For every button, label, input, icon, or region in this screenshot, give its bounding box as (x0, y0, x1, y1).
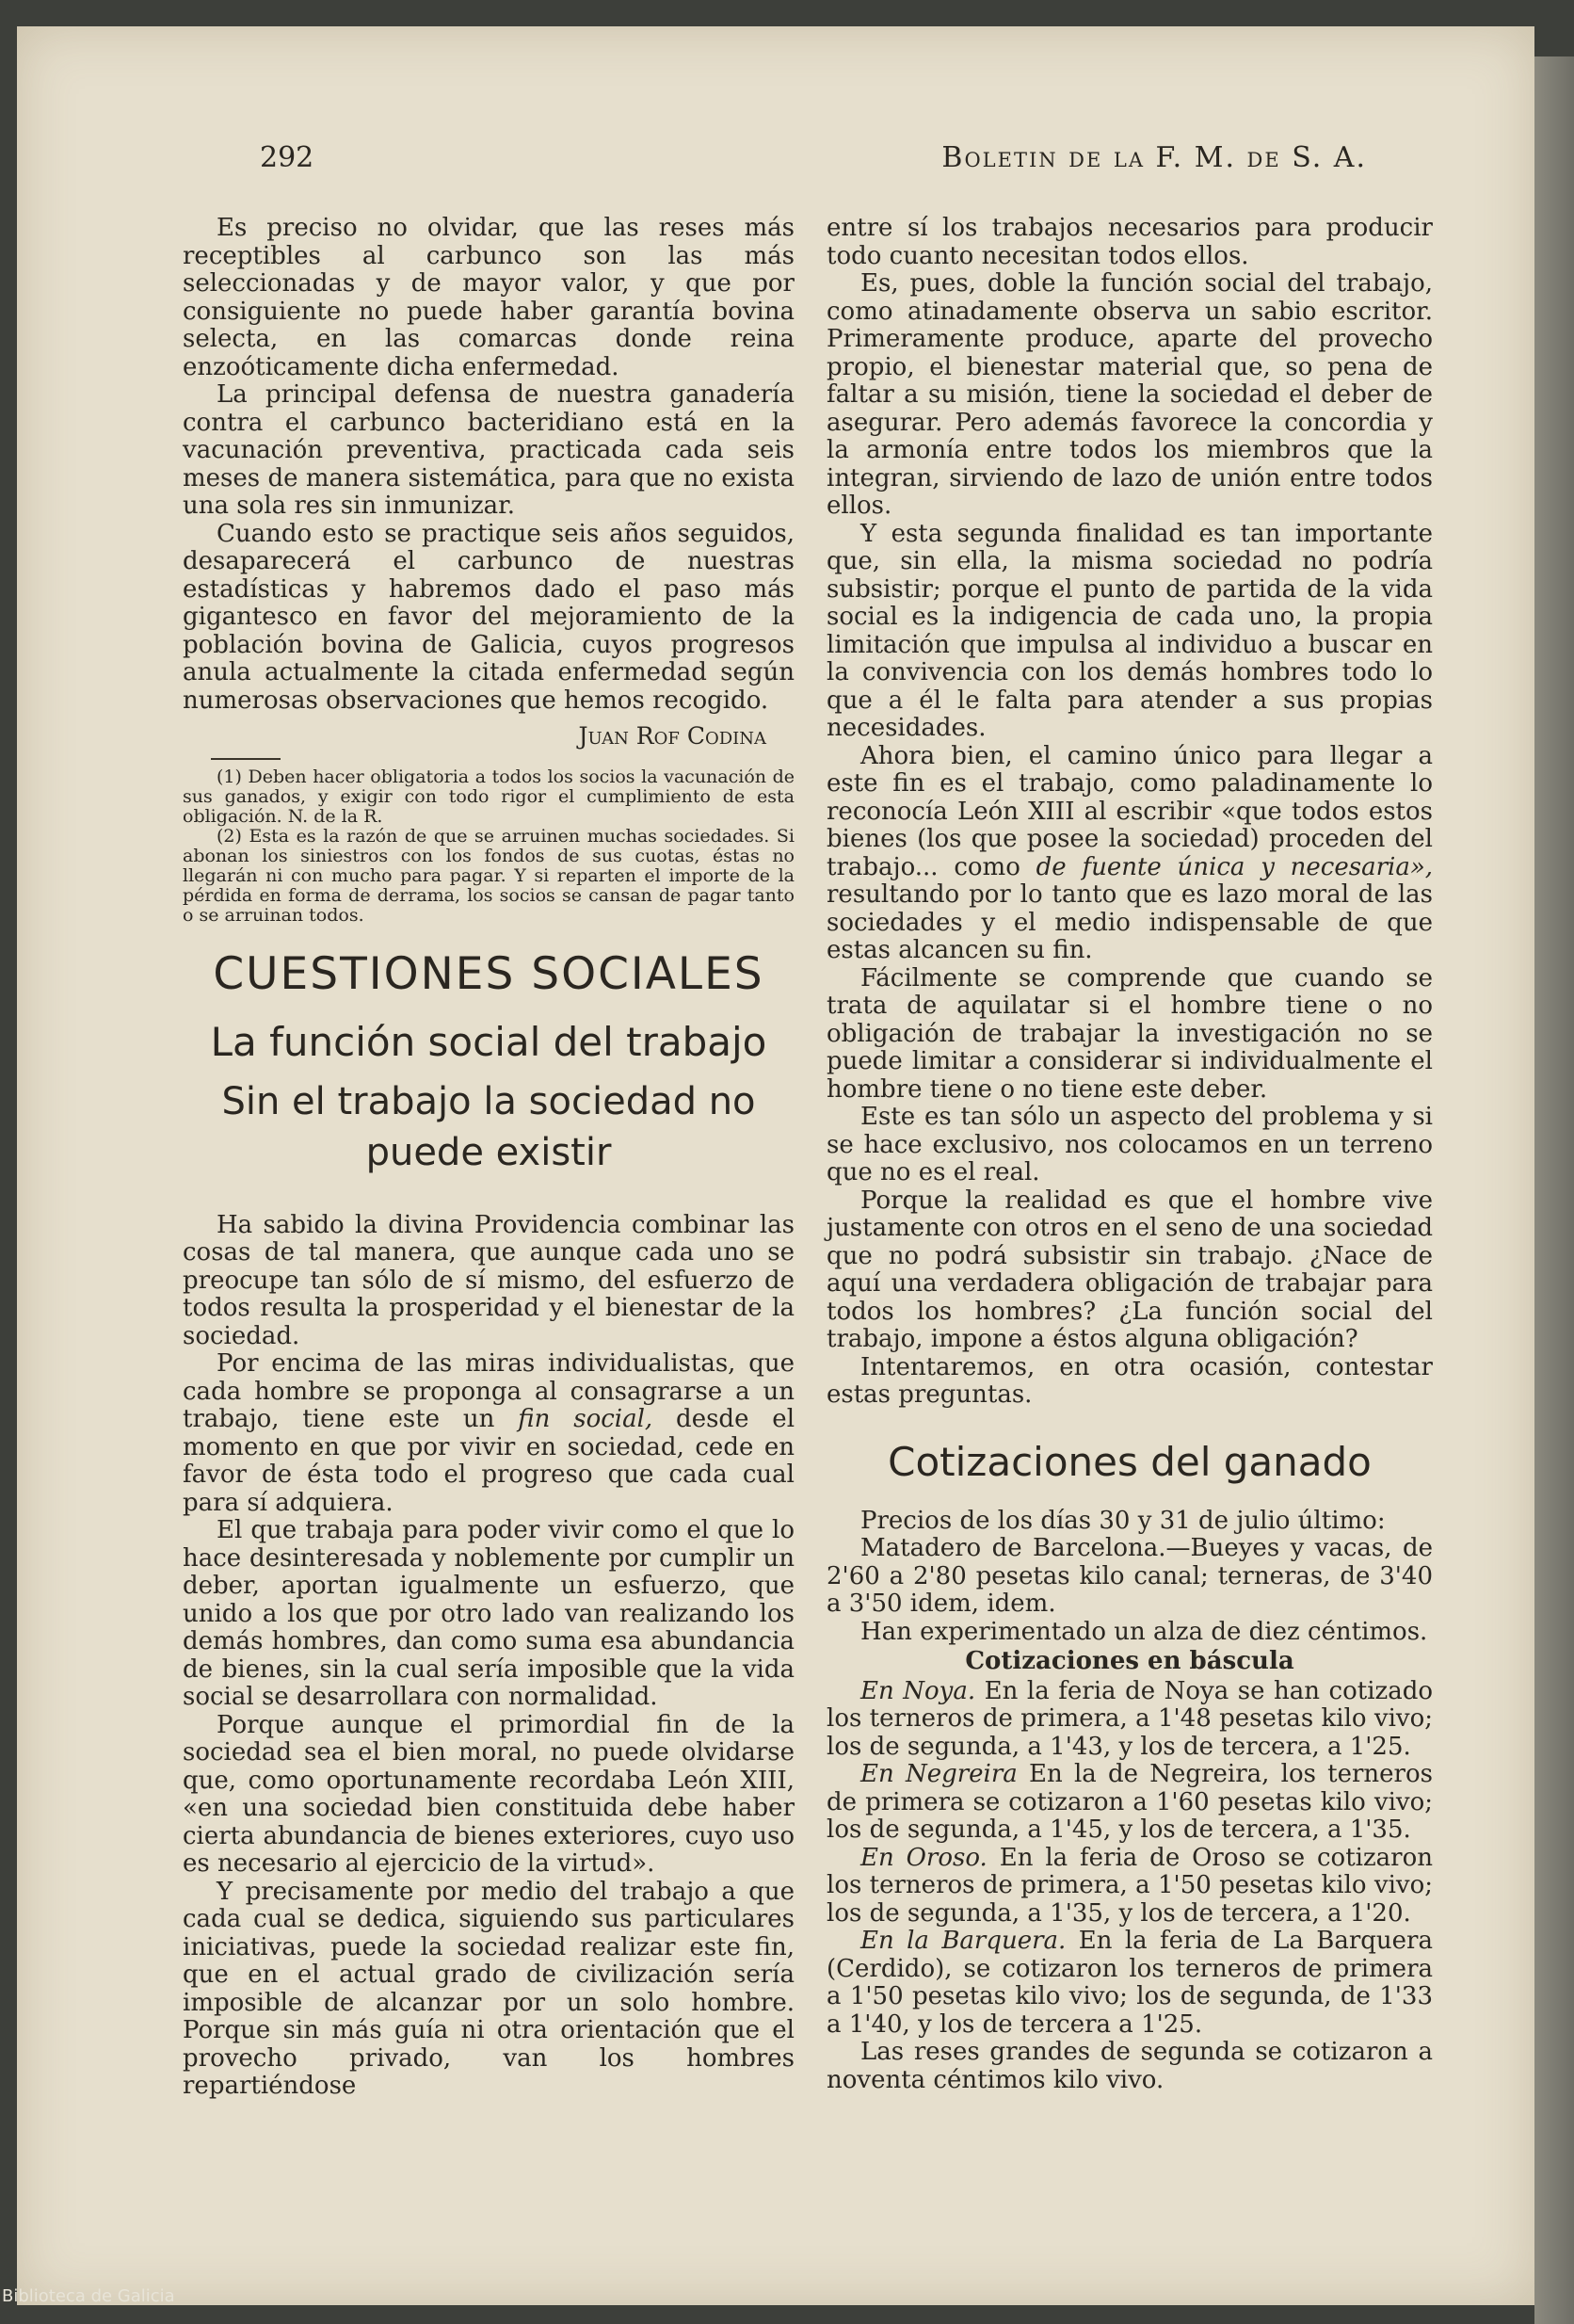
paragraph: Por encima de las miras individualistas, que cada hombre se proponga al consagrarse a un trabajo, tiene este un fin social, desde el momento en que por vivir en sociedad, cede en favor de ésta todo el progreso que cada cual para sí adquiera. (183, 1349, 795, 1517)
footnote: (1) Deben hacer obligatoria a todos los socios la vacunación de sus ganados, y exigir con todo rigor el cumplimiento de esta obligación. N. de la R. (183, 766, 795, 827)
paragraph: Las reses grandes de segunda se cotizaron a noventa céntimos kilo vivo. (827, 2038, 1433, 2094)
article-title: La función social del trabajo (210, 1018, 767, 1065)
prices-title: Cotizaciones del ganado (888, 1438, 1372, 1485)
paragraph: Cuando esto se practique seis años seguidos, desaparecerá el carbunco de nuestras estadísticas y habremos dado el paso más gigantesco en favor del mejoramiento de la población bovina de Galicia, cuyos progresos anula actualmente la citada enfermedad según numerosas observaciones que hemos recogido. (183, 519, 795, 715)
paragraph: Es, pues, doble la función social del trabajo, como atinadamente observa un sabio escritor. Primeramente produce, aparte del provecho propio, el bienestar material que, so pena de faltar a su misión, tiene la sociedad el deber de asegurar. Pero además favorece la concordia y la armonía entre todos los miembros que la integran, sirviendo de lazo de unión entre todos ellos. (827, 269, 1433, 520)
paragraph: Fácilmente se comprende que cuando se trata de aquilatar si el hombre tiene o no obligación de trabajar la investigación no se puede limitar a considerar si individualmente el hombre tiene o no tiene este deber. (827, 963, 1433, 1104)
paragraph: Porque aunque el primordial fin de la sociedad sea el bien moral, no puede olvidarse que, como oportunamente recordaba León XIII, «en una sociedad bien constituida debe haber cierta abundancia de bienes exteriores, cuyo uso es necesario al ejercicio de la virtud». (183, 1710, 795, 1878)
emphasis: fin social, (518, 1405, 653, 1433)
paragraph: El que trabaja para poder vivir como el que lo hace desinteresada y noblemente por cumplir un deber, aportan igualmente un esfuerzo, que unido a los que por otro lado van realizando los demás hombres, dan como suma esa abundancia de bienes, sin la cual sería imposible que la vida social se desarrollara con normalidad. (183, 1516, 795, 1711)
paragraph: Ha sabido la divina Providencia combinar las cosas de tal manera, que aunque cada uno se preocupe tan sólo de sí mismo, del esfuerzo de todos resulta la prosperidad y el bienestar de la sociedad. (183, 1210, 795, 1350)
market-place: En Oroso. (860, 1843, 988, 1872)
paragraph: Han experimentado un alza de diez céntimos. (860, 1617, 1428, 1646)
paragraph: entre sí los trabajos necesarios para producir todo cuanto necesitan todos ellos. (827, 214, 1433, 270)
paragraph: Matadero de Barcelona.—Bueyes y vacas, de 2'60 a 2'80 pesetas kilo canal; terneras, de 3'40 a 3'50 idem, idem. (827, 1534, 1433, 1618)
section-title: CUESTIONES SOCIALES (213, 947, 764, 1000)
page-header (260, 141, 1367, 188)
paragraph: Ahora bien, el camino único para llegar a este fin es el trabajo, como paladinamente lo reconocía León XIII al escribir «que todos estos bienes (los que posee la sociedad) proceden del trabajo... como de fuente única y necesaria», resultando por lo tanto que es lazo moral de las sociedades y el medio indispensable de que estas alcancen su fin. (827, 741, 1433, 964)
market-place: En Negreira (860, 1760, 1018, 1788)
paragraph: Precios de los días 30 y 31 de julio último: (860, 1506, 1386, 1535)
paragraph: Es preciso no olvidar, que las reses más receptibles al carbunco son las más seleccionadas y de mayor valor, y que por consiguiente no puede haber garantía bovina selecta, en las comarcas donde reina enzoóticamente dicha enfermedad. (183, 214, 795, 381)
emphasis: de fuente única y necesaria», (1036, 852, 1433, 881)
left-column (183, 215, 795, 2101)
article-subtitle: Sin el trabajo la sociedad no puede existir (221, 1079, 756, 1174)
author-signature: Juan Rof Codina (578, 722, 766, 750)
paragraph: Porque la realidad es que el hombre vive justamente con otros en el seno de una sociedad que no podrá subsistir sin trabajo. ¿Nace de aquí una verdadera obligación de trabajar para todos los hombres? ¿La función social del trabajo, impone a éstos alguna obligación? (827, 1186, 1433, 1353)
market-place: En Noya. (860, 1676, 976, 1705)
footnote-rule (211, 758, 281, 760)
library-watermark: Biblioteca de Galicia (2, 2286, 175, 2306)
market-entry: En Negreira En la de Negreira, los terneros de primera se cotizaron a 1'60 pesetas kilo vivo; los de segunda, a 1'45, y los de tercera, a 1'35. (827, 1760, 1433, 1844)
journal-title: Boletin de la F. M. de S. A. (941, 141, 1367, 174)
market-entry: En Noya. En la feria de Noya se han cotizado los terneros de primera, a 1'48 pesetas kilo vivo; los de segunda, a 1'43, y los de tercera, a 1'25. (827, 1676, 1434, 1761)
page-edge (1534, 56, 1574, 2324)
footnote: (2) Esta es la razón de que se arruinen muchas sociedades. Si abonan los siniestros con los fondos de sus cuotas, éstas no llegarán ni con mucho para pagar. Y si reparten el importe de la pérdida en forma de derrama, los socios se cansan de pagar tanto o se arruinan todos. (183, 825, 795, 926)
market-entry: En la Barquera. En la feria de La Barquera (Cerdido), se cotizaron los terneros de primera a 1'50 pesetas kilo vivo; los de segunda, de 1'33 a 1'40, y los de tercera a 1'25. (827, 1927, 1433, 2039)
right-column (827, 215, 1433, 2094)
prices-subheading: Cotizaciones en báscula (965, 1647, 1294, 1675)
paragraph: Y precisamente por medio del trabajo a que cada cual se dedica, siguiendo sus particulares iniciativas, puede la sociedad realizar este fin, que en el actual grado de civilización sería imposible de alcanzar por un solo hombre. Porque sin más guía ni otra orientación que el provecho privado, van los hombres repartiéndose (183, 1877, 795, 2100)
market-entry: En Oroso. En la feria de Oroso se cotizaron los terneros de primera, a 1'50 pesetas kilo vivo; los de segunda, a 1'35, y los de tercera, a 1'20. (827, 1843, 1433, 1928)
paragraph: Y esta segunda finalidad es tan importante que, sin ella, la misma sociedad no podría subsistir; porque el punto de partida de la vida social es la indigencia de cada uno, la propia limitación que impulsa al individuo a buscar en la convivencia con los demás hombres todo lo que a él le falta para atender a sus propias necesidades. (827, 519, 1433, 742)
market-place: En la Barquera. (860, 1927, 1067, 1955)
paragraph: Este es tan sólo un aspecto del problema y si se hace exclusivo, nos colocamos en un terreno que no es el real. (827, 1103, 1433, 1186)
page-number: 292 (260, 141, 314, 174)
paragraph: Intentaremos, en otra ocasión, contestar estas preguntas. (827, 1352, 1433, 1409)
paragraph: La principal defensa de nuestra ganadería contra el carbunco bacteridiano está en la vacunación preventiva, practicada cada seis meses de manera sistemática, para que no exista una sola res sin inmunizar. (183, 380, 795, 520)
